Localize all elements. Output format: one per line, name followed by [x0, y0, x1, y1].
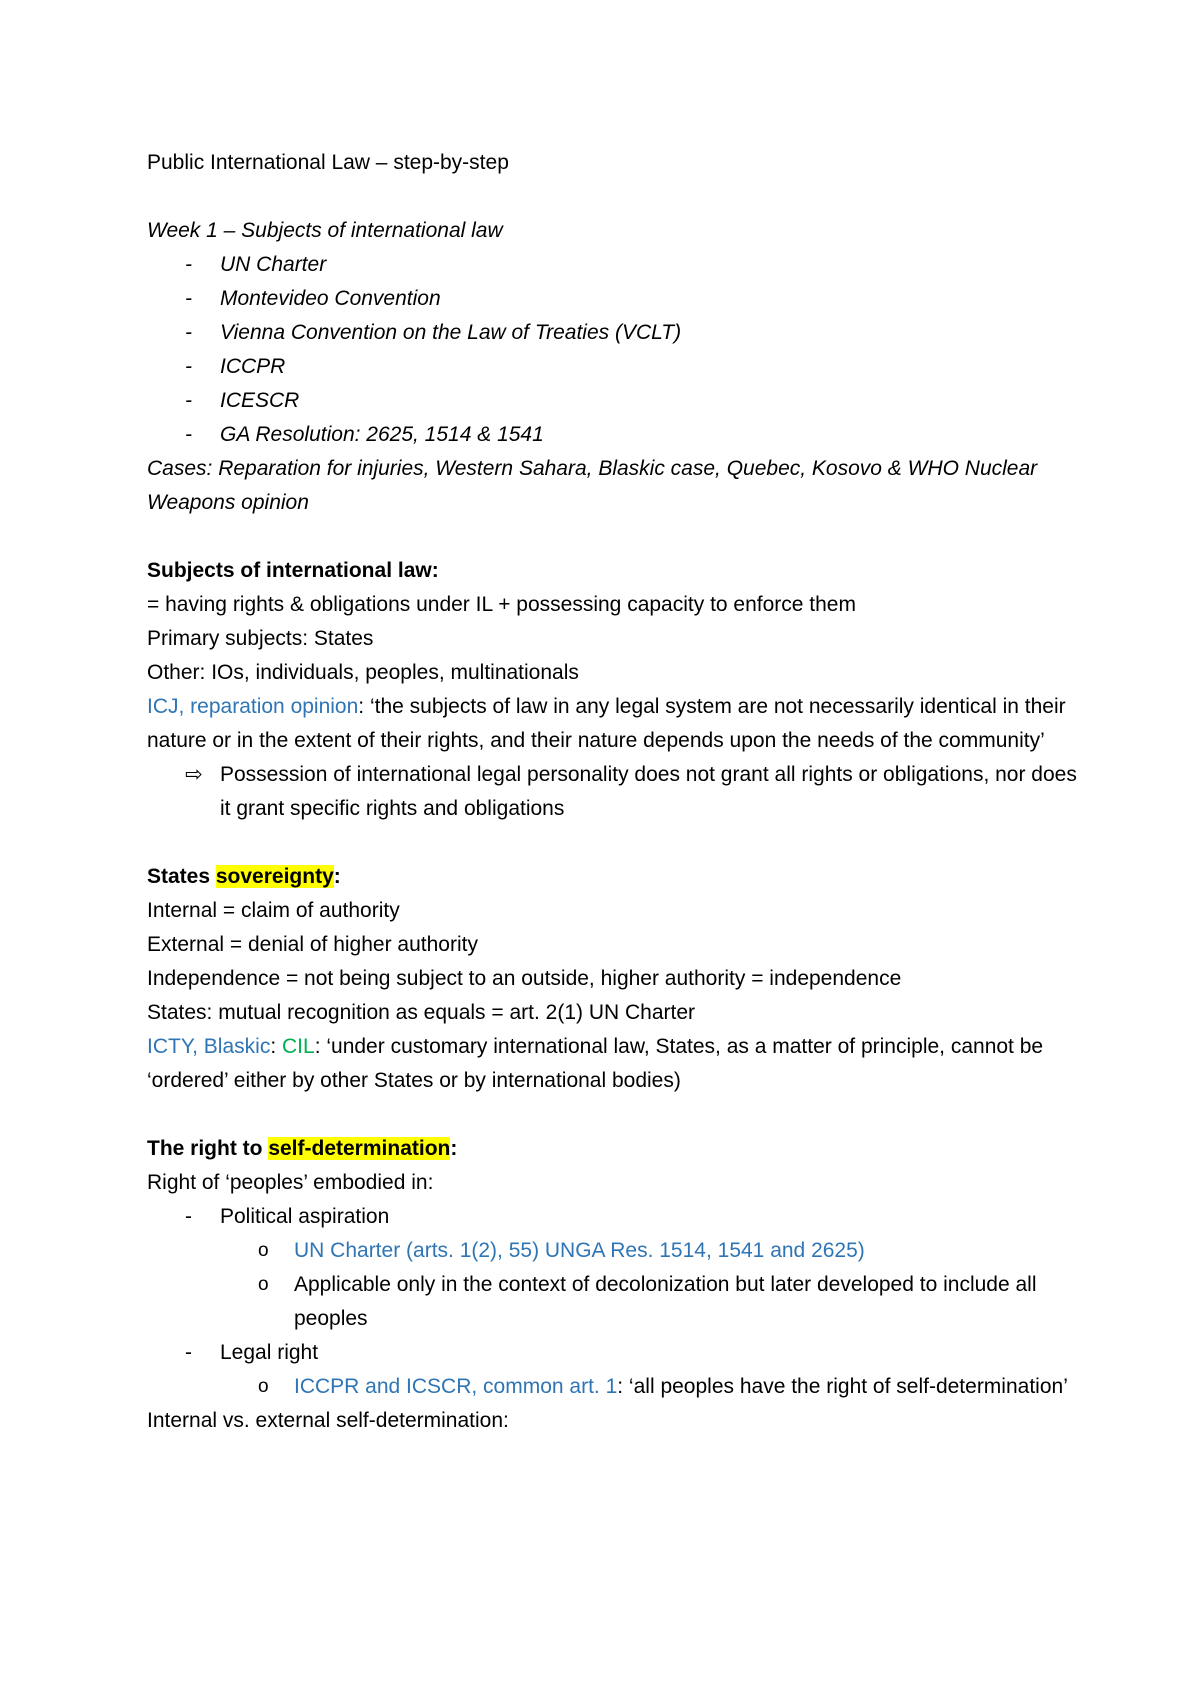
list-item [147, 418, 1077, 452]
icj-quote: : ‘the subjects of law in any legal system are not necessarily identical in their nature or in the extent of their rights, and their nature depends upon the needs of the community’ [147, 695, 1066, 752]
list-item [147, 248, 1077, 282]
heading-suffix: : [450, 1137, 458, 1160]
arrow-bullet-icon: ⇨ [185, 763, 203, 786]
self-determination-heading [147, 1132, 1077, 1166]
highlighted-term: self-determination [268, 1137, 451, 1160]
subjects-definition: = having rights & obligations under IL + possessing capacity to enforce them [147, 593, 856, 616]
circle-bullet: o [258, 1376, 269, 1397]
list-item-text: Vienna Convention on the Law of Treaties (VCLT) [220, 321, 682, 344]
list-item-text: Political aspiration [220, 1205, 390, 1228]
dash-bullet: - [185, 423, 192, 446]
week1-heading: Week 1 – Subjects of international law [147, 219, 503, 242]
document-body [147, 146, 1077, 1438]
sub-list-item-text [294, 1375, 1068, 1398]
list-item-text: GA Resolution: 2625, 1514 & 1541 [220, 423, 544, 446]
week1-cases: Cases: Reparation for injuries, Western Sahara, Blaskic case, Quebec, Kosovo & WHO Nuclear Weapons opinion [147, 457, 1038, 514]
sub-list-item-text: Applicable only in the context of decolonization but later developed to include all peoples [294, 1273, 1037, 1330]
heading-prefix: States [147, 865, 216, 888]
list-item-text: Legal right [220, 1341, 319, 1364]
icty-blaskic-paragraph [147, 1030, 1077, 1098]
list-item [147, 350, 1077, 384]
sub-list-item-text: UN Charter (arts. 1(2), 55) UNGA Res. 1514, 1541 and 2625) [294, 1239, 865, 1262]
dash-bullet: - [185, 1341, 192, 1364]
blank-line [147, 520, 1077, 554]
list-item-text: ICESCR [220, 389, 300, 412]
dash-bullet: - [185, 287, 192, 310]
list-item [147, 384, 1077, 418]
cil-label: CIL [282, 1035, 315, 1058]
sovereignty-internal: Internal = claim of authority [147, 899, 400, 922]
dash-bullet: - [185, 389, 192, 412]
arrow-item-text: Possession of international legal personality does not grant all rights or obligations, nor does it grant specific rights and obligations [220, 763, 1077, 820]
heading-prefix: The right to [147, 1137, 269, 1160]
sub-list-item [147, 1370, 1077, 1404]
sovereignty-external: External = denial of higher authority [147, 933, 478, 956]
icj-reference: ICJ, reparation opinion [147, 695, 359, 718]
list-item-text: ICCPR [220, 355, 286, 378]
highlighted-term: sovereignty [215, 865, 334, 888]
subjects-heading: Subjects of international law: [147, 559, 439, 582]
separator: : [270, 1035, 282, 1058]
week1-source-list [147, 248, 1077, 452]
list-item [147, 1336, 1077, 1370]
sub-list-item [147, 1234, 1077, 1268]
subjects-other: Other: IOs, individuals, peoples, multinationals [147, 661, 579, 684]
iccpr-reference: ICCPR and ICSCR, common art. 1 [294, 1375, 618, 1398]
arrow-list-item [147, 758, 1077, 826]
icty-quote: : ‘under customary international law, States, as a matter of principle, cannot be ‘ordered’ either by other States or by international bodies) [147, 1035, 1044, 1092]
blank-line [147, 180, 1077, 214]
list-item [147, 316, 1077, 350]
document-title: Public International Law – step-by-step [147, 151, 509, 174]
internal-external-line: Internal vs. external self-determination: [147, 1409, 509, 1432]
sovereignty-heading [147, 860, 1077, 894]
iccpr-quote: : ‘all peoples have the right of self-determination’ [617, 1375, 1068, 1398]
dash-bullet: - [185, 253, 192, 276]
list-item [147, 282, 1077, 316]
dash-bullet: - [185, 355, 192, 378]
circle-bullet: o [258, 1274, 269, 1295]
blank-line [147, 1098, 1077, 1132]
icj-reparation-paragraph [147, 690, 1077, 758]
list-item-text: Montevideo Convention [220, 287, 441, 310]
list-item [147, 1200, 1077, 1234]
list-item-text: UN Charter [220, 253, 327, 276]
sub-list-item [147, 1268, 1077, 1336]
self-determination-intro: Right of ‘peoples’ embodied in: [147, 1171, 434, 1194]
dash-bullet: - [185, 1205, 192, 1228]
circle-bullet: o [258, 1240, 269, 1261]
sovereignty-independence: Independence = not being subject to an outside, higher authority = independence [147, 967, 902, 990]
dash-bullet: - [185, 321, 192, 344]
heading-suffix: : [333, 865, 341, 888]
blank-line [147, 826, 1077, 860]
icty-reference: ICTY, Blaskic [147, 1035, 271, 1058]
subjects-primary: Primary subjects: States [147, 627, 374, 650]
sovereignty-mutual-recognition: States: mutual recognition as equals = art. 2(1) UN Charter [147, 1001, 696, 1024]
